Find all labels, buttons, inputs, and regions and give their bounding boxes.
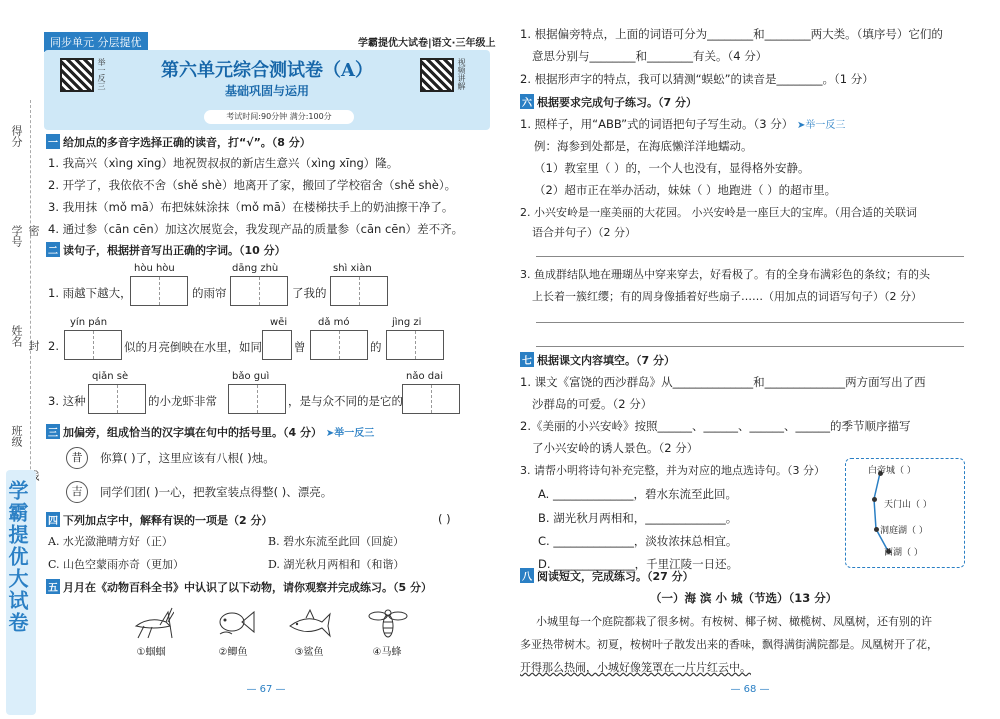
margin-seal-2: 封 bbox=[27, 340, 40, 351]
q6-3-line-1: 3. 鱼成群结队地在珊瑚丛中穿来穿去，好看极了。有的全身布满彩色的条纹；有的头 bbox=[520, 268, 930, 281]
section-4-heading bbox=[46, 512, 272, 528]
q6-1-sub-1: （1）教室里（ ）的，一个人也没有，显得格外安静。 bbox=[534, 161, 810, 175]
char-grid[interactable] bbox=[402, 384, 460, 414]
q2-row1-text-1: 1. 雨越下越大， bbox=[48, 286, 132, 300]
pinyin: nǎo dai bbox=[406, 371, 444, 382]
section-title: 阅读短文，完成练习。（27 分） bbox=[537, 570, 694, 583]
pinyin: qiǎn sè bbox=[92, 371, 129, 382]
section-number: 六 bbox=[520, 94, 534, 109]
title-box bbox=[44, 50, 490, 130]
q7-3-option-a: A. ______________，碧水东流至此回。 bbox=[538, 487, 737, 501]
option-a: A. 水光潋滟晴方好（正） bbox=[48, 535, 173, 548]
route-map bbox=[845, 458, 965, 568]
map-label-tianmen: 天门山（ ） bbox=[884, 500, 932, 510]
q2-row2-text-1: 似的月亮倒映在水里，如同 bbox=[124, 340, 262, 354]
answer-line[interactable] bbox=[536, 322, 964, 323]
map-label-dongting: 洞庭湖（ ） bbox=[880, 526, 928, 536]
pinyin: bǎo guì bbox=[232, 371, 270, 382]
pinyin: jìng zi bbox=[392, 317, 422, 328]
section-6-heading bbox=[520, 94, 697, 110]
q2-row3-text-2: 的小龙虾非常 bbox=[148, 394, 217, 408]
q5-1-line-2: 意思分别与________和________有关。（4 分） bbox=[532, 49, 768, 63]
q7-3-option-d: D. ______________，千里江陵一日还。 bbox=[538, 557, 739, 571]
q6-3-line-2: 上长着一簇红缨；有的周身像插着好些扇子……（用加点的词语写句子）（2 分） bbox=[532, 290, 922, 303]
section-number: 三 bbox=[46, 424, 60, 439]
radical-circle: 昔 bbox=[66, 447, 88, 469]
q6-2-line-2: 语合并句子）（2 分） bbox=[532, 226, 636, 239]
char-grid[interactable] bbox=[262, 330, 292, 360]
section-2-heading bbox=[46, 242, 286, 258]
qr-left-label: 举一反三 bbox=[97, 58, 106, 90]
q3-item-2: 同学们团( )一心，把教室装点得整( )、漂亮。 bbox=[100, 485, 333, 499]
passage-title: （一）海 滨 小 城（节选）（13 分） bbox=[650, 591, 838, 605]
crucian-carp-icon bbox=[212, 604, 256, 640]
q2-row3-text-1: 3. 这种 bbox=[48, 394, 86, 408]
q6-1-sub-2: （2）超市正在举办活动，妹妹（ ）地跑进（ ）的超市里。 bbox=[534, 183, 837, 197]
q7-3-option-c: C. ______________，淡妆浓抹总相宜。 bbox=[538, 534, 738, 548]
char-grid[interactable] bbox=[330, 276, 388, 306]
q1-item-1: 1. 我高兴（xìng xīng）地祝贺叔叔的新店生意兴（xìng xīng）隆。 bbox=[48, 156, 399, 170]
section-1-heading bbox=[46, 134, 311, 150]
margin-label-name: 姓名 bbox=[10, 325, 23, 347]
section-title: 读句子，根据拼音写出正确的字词。（10 分） bbox=[63, 244, 286, 257]
practice-tag: ➤举一反三 bbox=[325, 428, 375, 439]
q2-row1-text-3: 了我的 bbox=[292, 286, 327, 300]
option-d: D. 湖光秋月两相和（和谐） bbox=[268, 558, 405, 571]
q5-1-line-1: 1. 根据偏旁特点，上面的词语可分为________和________两大类。（填序号）它们的 bbox=[520, 27, 943, 41]
passage-line-1: 小城里每一个庭院都栽了很多树。有桉树、椰子树、橄榄树、凤凰树，还有别的许 bbox=[536, 615, 932, 628]
section-title: 月月在《动物百科全书》中认识了以下动物，请你观察并完成练习。（5 分） bbox=[63, 581, 432, 594]
paper-subtitle: 基础巩固与运用 bbox=[224, 84, 309, 98]
char-grid[interactable] bbox=[386, 330, 444, 360]
q2-row2-num: 2. bbox=[48, 339, 59, 353]
pinyin: dǎ mó bbox=[318, 317, 350, 328]
margin-label-class: 班级 bbox=[10, 425, 23, 447]
q7-2-line-2: 了小兴安岭的诱人景色。（2 分） bbox=[532, 441, 699, 455]
section-title: 给加点的多音字选择正确的读音，打“√”。（8 分） bbox=[63, 136, 311, 149]
q2-row2-text-3: 的 bbox=[370, 340, 382, 354]
series-tag: 同步单元 分层提优 bbox=[44, 32, 148, 52]
exam-meta: 考试时间:90分钟 满分:100分 bbox=[204, 110, 354, 124]
section-8-heading bbox=[520, 568, 694, 584]
q7-2-line-1: 2.《美丽的小兴安岭》按照______、______、______、______的季节顺序描写 bbox=[520, 419, 911, 433]
page-number: — 68 — bbox=[730, 684, 770, 695]
animal-label: ④马蜂 bbox=[372, 647, 402, 658]
pinyin: wēi bbox=[270, 317, 288, 328]
q3-item-1: 你算( )了，这里应该有八根( )烛。 bbox=[100, 451, 275, 465]
shark-icon bbox=[288, 606, 332, 642]
q7-3: 3. 请帮小明将诗句补充完整，并为对应的地点选诗句。（3 分） bbox=[520, 464, 825, 477]
animal-label: ②鲫鱼 bbox=[218, 647, 248, 658]
margin-label-id: 学号 bbox=[10, 225, 23, 247]
section-number: 七 bbox=[520, 352, 534, 367]
q7-1-line-1: 1. 课文《富饶的西沙群岛》从______________和______________两方面写出了西 bbox=[520, 375, 926, 389]
pinyin: yín pán bbox=[70, 317, 108, 328]
char-grid[interactable] bbox=[310, 330, 368, 360]
answer-paren[interactable]: ( ) bbox=[438, 512, 451, 526]
map-point bbox=[874, 527, 879, 532]
animal-label: ③鲨鱼 bbox=[294, 647, 324, 658]
map-point bbox=[872, 497, 877, 502]
q6-example: 例：海参到处都是，在海底懒洋洋地蠕动。 bbox=[534, 139, 753, 153]
map-label-baidi: 白帝城（ ） bbox=[868, 466, 916, 476]
char-grid[interactable] bbox=[130, 276, 188, 306]
section-number: 四 bbox=[46, 512, 60, 527]
pinyin: hòu hòu bbox=[134, 263, 175, 274]
section-3-heading bbox=[46, 424, 374, 440]
wasp-icon bbox=[366, 604, 410, 640]
brand-logo: 学霸提优大试卷 bbox=[5, 480, 29, 634]
answer-line[interactable] bbox=[536, 346, 964, 347]
q7-1-line-2: 沙群岛的可爱。（2 分） bbox=[532, 397, 653, 411]
section-5-heading bbox=[46, 579, 432, 595]
answer-line[interactable] bbox=[536, 256, 964, 257]
q2-row3-text-3: ，是与众不同的是它的 bbox=[288, 394, 403, 408]
section-number: 一 bbox=[46, 134, 60, 149]
series-title: 学霸提优大试卷|语文·三年级上 bbox=[358, 38, 496, 49]
char-grid[interactable] bbox=[230, 276, 288, 306]
q6-1: 1. 照样子，用“ABB”式的词语把句子写生动。（3 分） ➤举一反三 bbox=[520, 117, 846, 131]
option-c: C. 山色空蒙雨亦奇（更加） bbox=[48, 558, 185, 571]
option-b: B. 碧水东流至此回（回旋） bbox=[268, 535, 405, 548]
char-grid[interactable] bbox=[228, 384, 286, 414]
q6-2-line-1: 2. 小兴安岭是一座美丽的大花园。 小兴安岭是一座巨大的宝库。（用合适的关联词 bbox=[520, 206, 917, 219]
q1-item-2: 2. 开学了，我依依不舍（shě shè）地离开了家，搬回了学校宿舍（shě shè）。 bbox=[48, 178, 457, 192]
char-grid[interactable] bbox=[64, 330, 122, 360]
section-title: 根据要求完成句子练习。（7 分） bbox=[537, 96, 697, 109]
section-title: 根据课文内容填空。（7 分） bbox=[537, 354, 675, 367]
binding-margin bbox=[0, 0, 42, 719]
section-number: 二 bbox=[46, 242, 60, 257]
pinyin: shì xiàn bbox=[333, 263, 372, 274]
q7-3-option-b: B. 湖光秋月两相和，______________。 bbox=[538, 511, 738, 525]
q2-row2-text-2: 曾 bbox=[294, 340, 306, 354]
q1-item-3: 3. 我用抹（mǒ mā）布把妹妹涂抹（mǒ mā）在楼梯扶手上的奶油擦干净了。 bbox=[48, 200, 454, 214]
q2-row1-text-2: 的雨帘 bbox=[192, 286, 227, 300]
passage-line-2: 多亚热带树木。初夏，桉树叶子散发出来的香味，飘得满街满院都是。凤凰树开了花， bbox=[520, 638, 938, 651]
animal-label: ①蝈蝈 bbox=[136, 647, 166, 658]
map-label-xihu: 西湖（ ） bbox=[884, 548, 923, 558]
margin-seal-1: 密 bbox=[27, 225, 40, 236]
q5-2: 2. 根据形声字的特点，我可以猜测“蜈蚣”的读音是________。（1 分） bbox=[520, 72, 874, 86]
margin-label-score: 得分 bbox=[10, 125, 23, 147]
section-title: 加偏旁，组成恰当的汉字填在句中的括号里。（4 分） bbox=[63, 426, 322, 439]
grasshopper-icon bbox=[130, 604, 174, 640]
page-number: — 67 — bbox=[246, 684, 286, 695]
q1-item-4: 4. 通过参（cān cēn）加这次展览会，我发现产品的质量参（cān cēn）差不齐。 bbox=[48, 222, 464, 236]
passage-line-3: 开得那么热闹，小城好像笼罩在一片片红云中。 bbox=[520, 661, 751, 674]
section-title: 下列加点字中，解释有误的一项是（2 分） bbox=[63, 514, 273, 527]
practice-tag: ➤举一反三 bbox=[796, 120, 846, 131]
qr-right-label: 视频讲解 bbox=[457, 58, 466, 90]
section-7-heading bbox=[520, 352, 675, 368]
section-number: 五 bbox=[46, 579, 60, 594]
char-grid[interactable] bbox=[88, 384, 146, 414]
section-number: 八 bbox=[520, 568, 534, 583]
paper-title: 第六单元综合测试卷（A） bbox=[161, 60, 373, 81]
radical-circle: 吉 bbox=[66, 481, 88, 503]
right-page bbox=[500, 0, 1000, 719]
pinyin: dāng zhù bbox=[232, 263, 279, 274]
